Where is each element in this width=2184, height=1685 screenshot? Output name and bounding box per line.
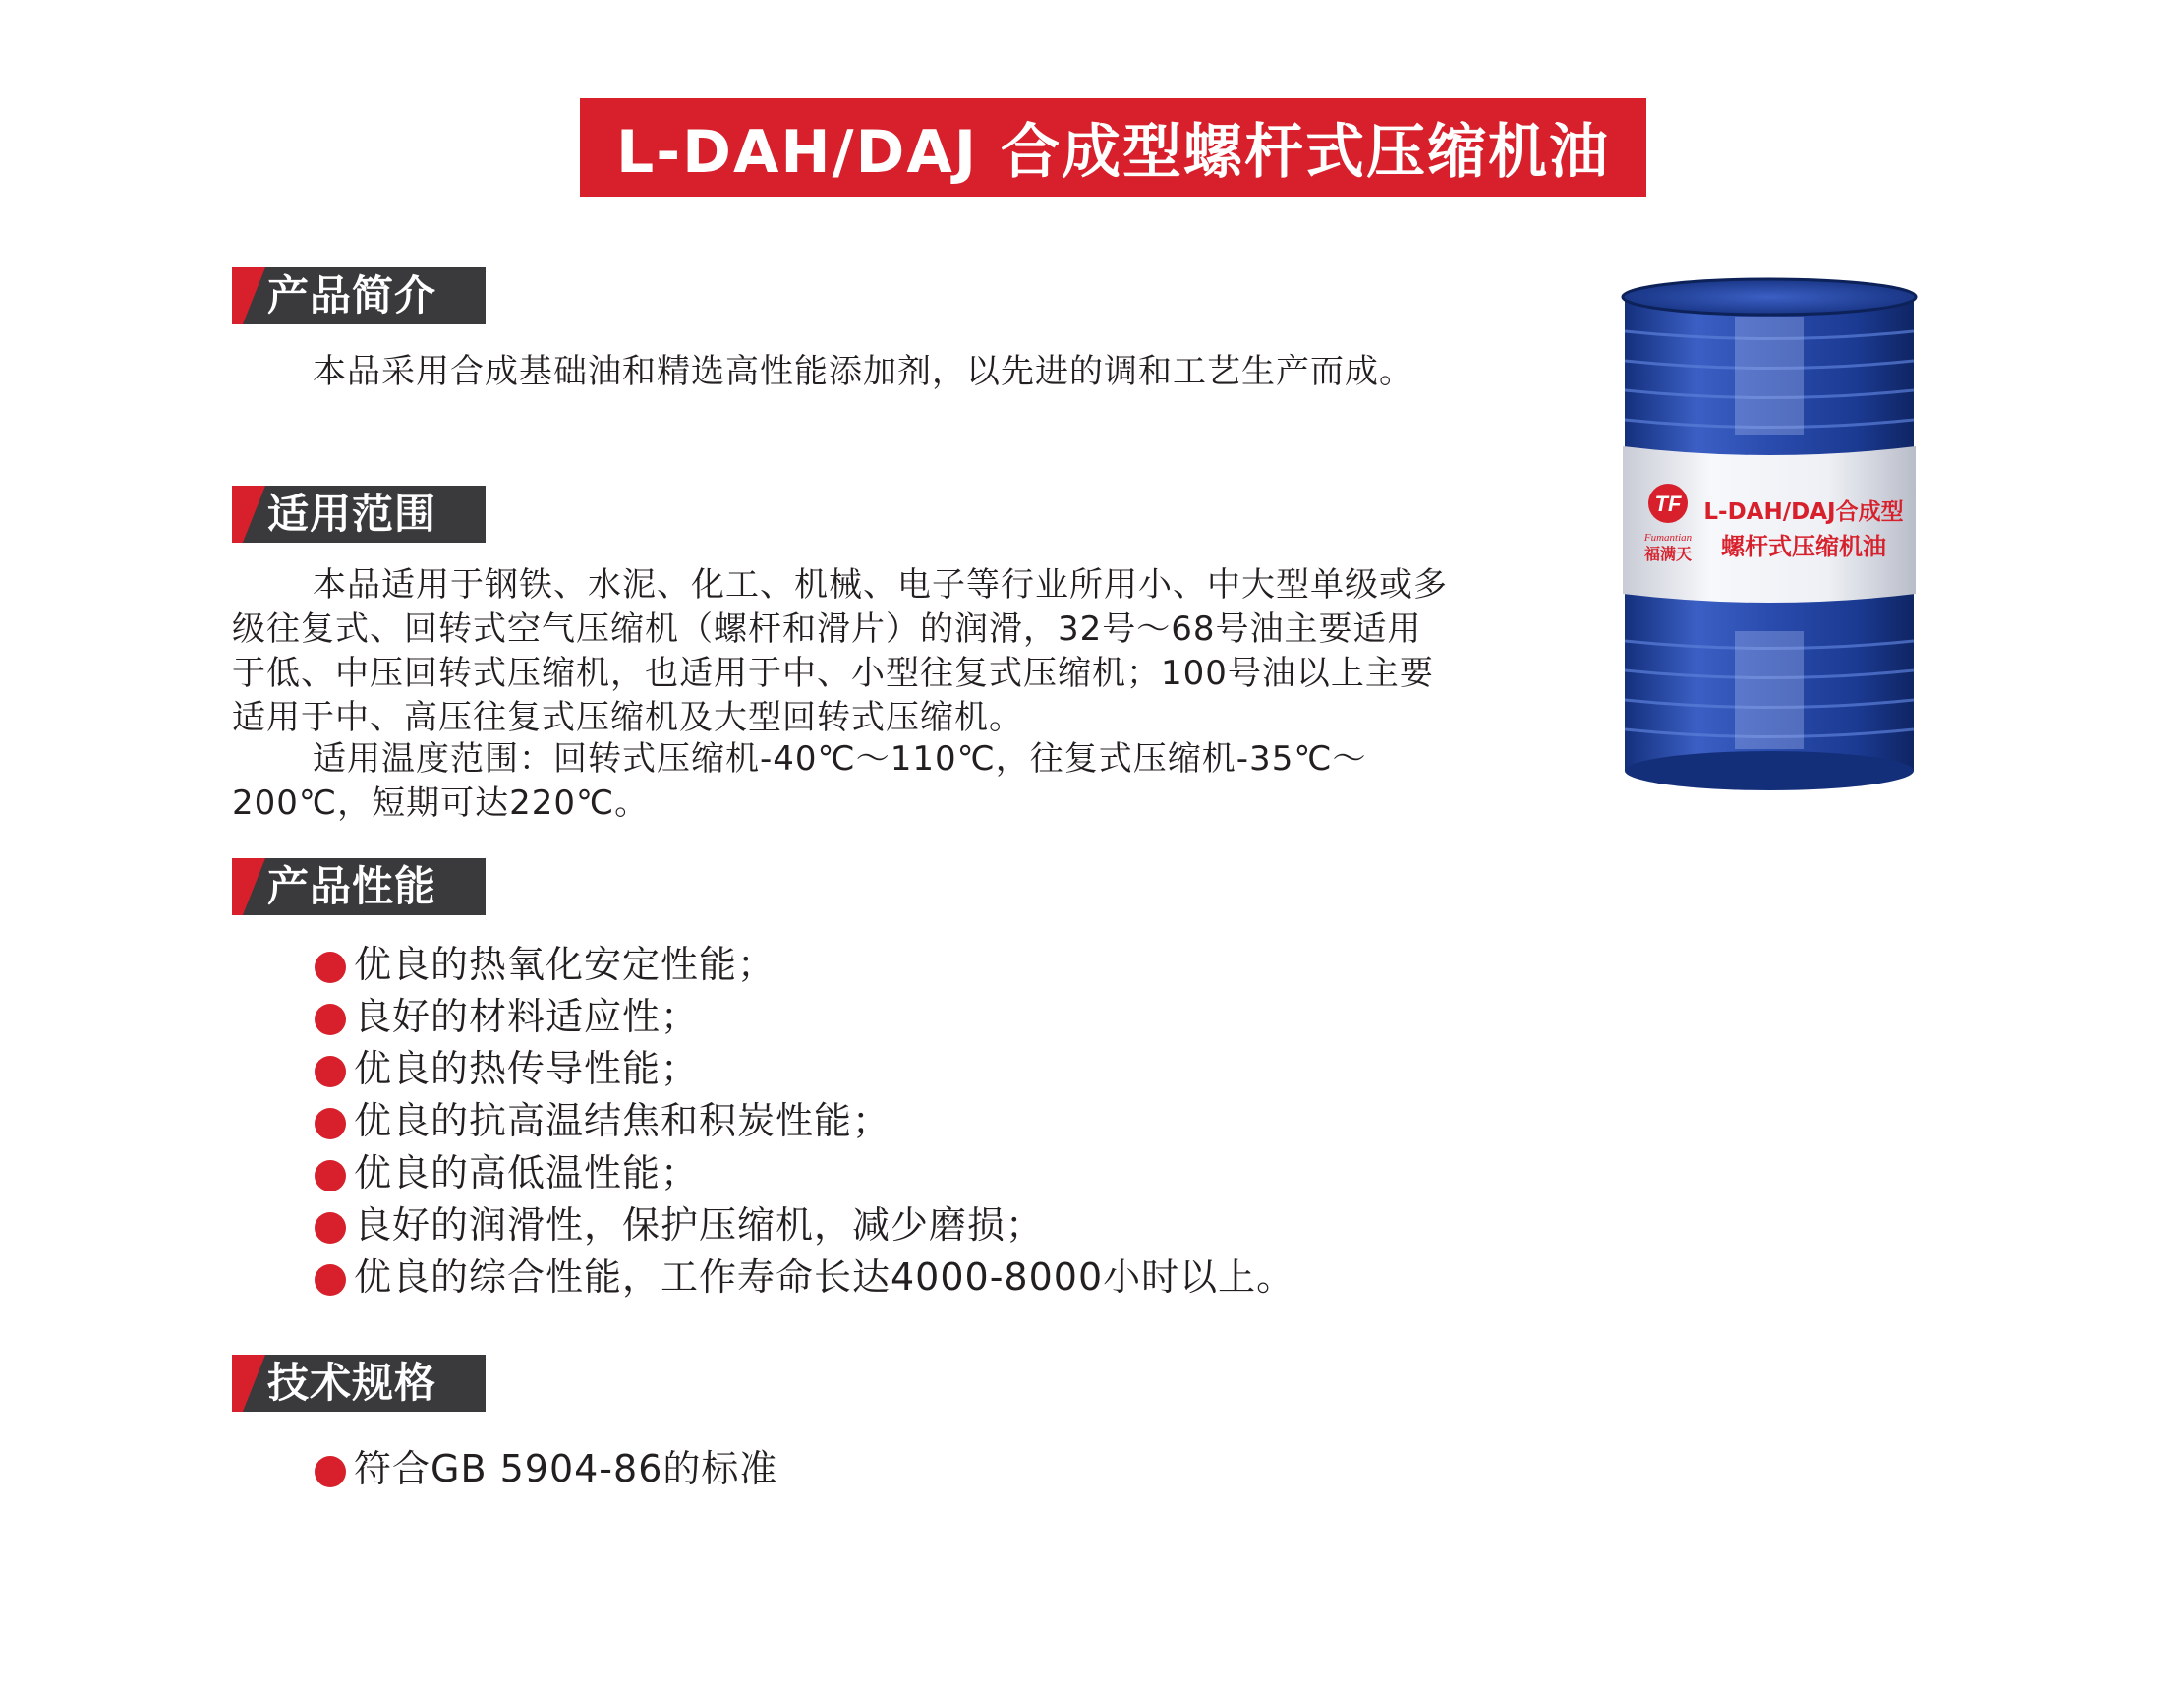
svg-text:TF: TF — [1654, 492, 1682, 516]
bullet-dot-icon — [315, 952, 346, 983]
section-heading-label: 技术规格 — [267, 1359, 437, 1407]
bullet-dot-icon — [315, 1056, 346, 1087]
bullet-dot-icon — [315, 1108, 346, 1139]
section-heading-specs — [232, 1355, 486, 1412]
bullet-dot-icon — [315, 1456, 346, 1487]
heading-slash-decoration — [232, 486, 265, 543]
section-heading-scope — [232, 486, 486, 543]
svg-text:Fumantian: Fumantian — [1643, 532, 1693, 544]
list-item: 优良的热氧化安定性能； — [315, 939, 1294, 991]
intro-paragraph: 本品采用合成基础油和精选高性能添加剂，以先进的调和工艺生产而成。 — [313, 352, 1413, 391]
list-item: 良好的润滑性，保护压缩机，减少磨损； — [315, 1199, 1294, 1251]
heading-slash-decoration — [232, 858, 265, 915]
bullet-dot-icon — [315, 1212, 346, 1244]
bullet-dot-icon — [315, 1264, 346, 1296]
list-item: 优良的抗高温结焦和积炭性能； — [315, 1095, 1294, 1147]
list-item: 符合GB 5904-86的标准 — [315, 1443, 777, 1495]
list-item: 良好的材料适应性； — [315, 991, 1294, 1043]
section-heading-label: 产品简介 — [267, 271, 437, 320]
temperature-paragraph: 适用温度范围：回转式压缩机-40℃～110℃，往复式压缩机-35℃～200℃，短期可达220℃。 — [232, 739, 1367, 823]
drum-label-line2: 螺杆式压缩机油 — [1721, 533, 1886, 560]
title-banner — [580, 98, 1646, 197]
oil-drum-image — [1617, 277, 1922, 793]
specs-list — [315, 1443, 777, 1495]
svg-text:福满天: 福满天 — [1643, 545, 1693, 563]
section-heading-label: 适用范围 — [267, 490, 437, 538]
section-heading-intro — [232, 267, 486, 324]
heading-slash-decoration — [232, 267, 265, 324]
scope-paragraph: 本品适用于钢铁、水泥、化工、机械、电子等行业所用小、中大型单级或多级往复式、回转式空气压缩机（螺杆和滑片）的润滑，32号～68号油主要适用于低、中压回转式压缩机，也适用于中、小型往复式压缩机；100号油以上主要适用于中、高压往复式压缩机及大型回转式压缩机。 — [232, 565, 1448, 737]
performance-list — [315, 939, 1294, 1304]
list-item: 优良的热传导性能； — [315, 1043, 1294, 1095]
list-item: 优良的高低温性能； — [315, 1147, 1294, 1199]
section-heading-performance — [232, 858, 486, 915]
drum-label-line1: L-DAH/DAJ合成型 — [1703, 499, 1904, 525]
heading-slash-decoration — [232, 1355, 265, 1412]
bullet-dot-icon — [315, 1160, 346, 1191]
section-heading-label: 产品性能 — [267, 862, 437, 910]
bullet-dot-icon — [315, 1004, 346, 1035]
list-item: 优良的综合性能，工作寿命长达4000-8000小时以上。 — [315, 1251, 1294, 1304]
page-title: L-DAH/DAJ 合成型螺杆式压缩机油 — [616, 118, 1610, 187]
